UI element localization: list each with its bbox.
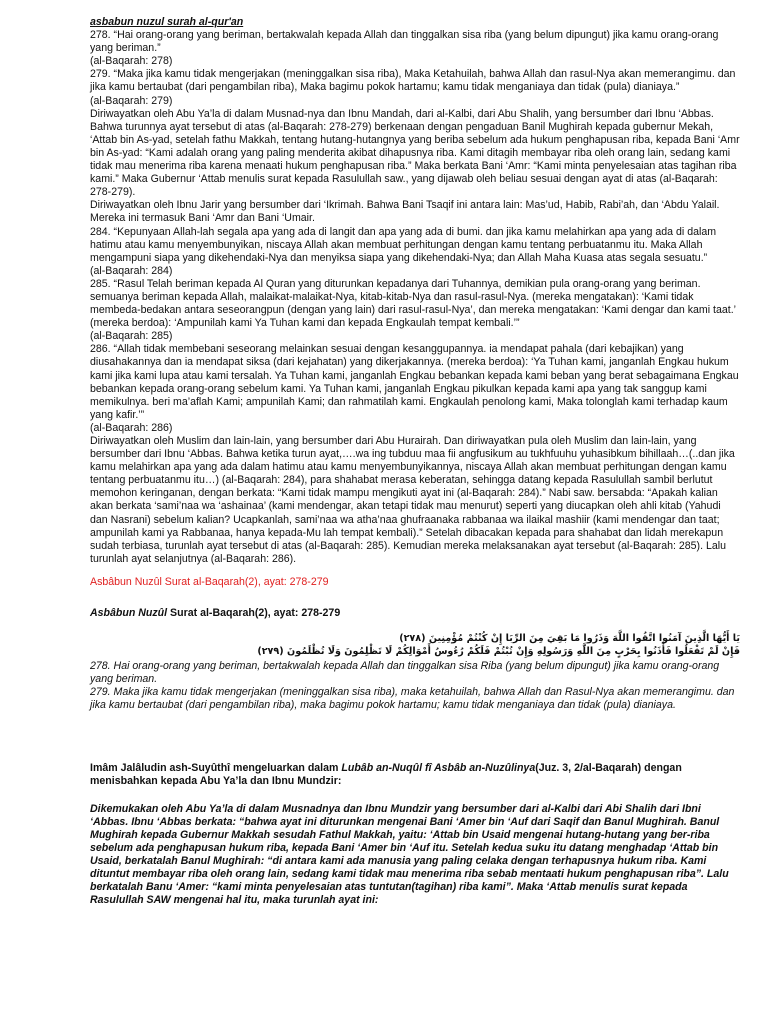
verse-ref: (al-Baqarah: 284) xyxy=(90,264,173,277)
imam-book-title: Lubâb an-Nuqûl fî Asbâb an-Nuzûlinya xyxy=(341,762,536,775)
section-heading-italic: Asbâbun Nuzûl xyxy=(90,606,168,619)
red-section-heading: Asbâbun Nuzûl Surat al-Baqarah(2), ayat: 278-279 xyxy=(90,575,329,588)
narration-paragraph: Diriwayatkan oleh Abu Ya’la di dalam Musnad-nya dan Ibnu Mandah, dari al-Kalbi, dari Abu Shalih, yang bersumber dari Ibnu ‘Abbas. Bahwa turunnya ayat tersebut di atas (al-Baqarah: 278-279) berkenaan dengan pengaduan Banil Mughirah kepada gubernur Mekah, ‘Attab bin As-yad, setelah fathu Makkah, tentang hutang-hutangnya yang beriba sebelum ada hukum penghapusan riba, kepada Bani ‘Amr bin As-yad: “Kami adalah orang yang paling menderita akibat dihapusnya riba. Kami ditagih membayar riba oleh orang lain, sedang kami tidak mau menerima riba karena menaati hukum penghapusan riba.” Maka berkata Bani ‘Amr: “Kami minta penyelesaian atas tagihan riba kami.” Maka Gubernur ‘Attab menulis surat kepada Rasulullah saw., yang dijawab oleh beliau sesuai dengan ayat di atas (al-Baqarah: 278-279). xyxy=(90,107,740,199)
verse-ref: (al-Baqarah: 278) xyxy=(90,55,173,68)
imam-text-pre: Imâm Jalâludin ash-Suyûthî mengeluarkan dalam xyxy=(90,762,342,775)
section-heading-rest: Surat al-Baqarah(2), ayat: 278-279 xyxy=(167,606,341,619)
verse-ref: (al-Baqarah: 279) xyxy=(90,94,173,107)
closing-paragraph: Dikemukakan oleh Abu Ya’la di dalam Musnadnya dan Ibnu Mundzir yang bersumber dari al-Kalbi dari Abi Shalih dari Ibni ‘Abbas. Ibnu ‘Abbas berkata: “bahwa ayat ini diturunkan mengenai Bani ‘Amer bin ‘Auf dari Saqif dan Banul Mughirah. Banul Mughirah kepada Gubernur Makkah sesudah Fathul Makkah, yaitu: ‘Attab bin Usaid mengenai hutang-hutang yang ber-riba sebelum ada penghapusan hukum riba, kepada Bani ‘Amer bin ‘Auf itu. Setelah kedua suku itu datang menghadap ‘Attab bin Usaid, berkatalah Banul Mughirah: “di antara kami ada manusia yang paling celaka dengan terhapusnya hukum riba. Kami dituntut membayar riba oleh orang lain, sedang kami tidak mau menerima riba sebab mentaati hukum penghapusan riba”. Lalu berkatalah Banu ‘Amer: “kami minta penyelesaian atas tuntutan(tagihan) riba kami”. Maka ‘Attab menulis surat kepada Rasulullah SAW mengenai hal itu, maka turunlah ayat ini: xyxy=(90,802,729,907)
verse-284: 284. “Kepunyaan Allah-lah segala apa yang ada di langit dan apa yang ada di bumi. dan jika kamu melahirkan apa yang ada di dalam hatimu atau kamu menyembunyikan, niscaya Allah akan membuat perhitungan dengan kamu tentang perbuatanmu itu. Maka Allah mengampuni siapa yang dikehendaki-Nya dan menyiksa siapa yang dikehendaki-Nya; dan Allah Maha Kuasa atas segala sesuatu.” xyxy=(90,225,717,264)
verse-285: 285. “Rasul Telah beriman kepada Al Quran yang diturunkan kepadanya dari Tuhannya, demikian pula orang-orang yang beriman. semuanya beriman kepada Allah, malaikat-malaikat-Nya, kitab-kitab-Nya dan rasul-rasul-Nya. (mereka mengatakan): ‘Kami tidak membeda-bedakan antara seseorangpun (dengan yang lain) dari rasul-rasul-Nya’, dan mereka mengatakan: ‘Kami dengar dan kami taat.’ (mereka berdoa): ‘Ampunilah kami Ya Tuhan kami dan kepada Engkaulah tempat kembali.’” xyxy=(90,277,736,330)
document-title: asbabun nuzul surah al-qur'an xyxy=(90,16,244,28)
imam-text-post: (Juz. 3, 2/al-Baqarah) dengan menisbahkan kepada Abu Ya’la dan Ibnu Mundzir: xyxy=(90,762,682,788)
verse-278: 278. “Hai orang-orang yang beriman, bertakwalah kepada Allah dan tinggalkan sisa riba (yang belum dipungut) jika kamu orang-orang yang beriman.” xyxy=(90,29,719,55)
narration-paragraph: Diriwayatkan oleh Ibnu Jarir yang bersumber dari ‘Ikrimah. Bahwa Bani Tsaqif ini antara lain: Mas’ud, Habib, Rabi’ah, dan ‘Abdu Yalail. Mereka ini termasuk Bani ‘Amr dan Bani ‘Umair. xyxy=(90,199,720,225)
translation-278: 278. Hai orang-orang yang beriman, bertakwalah kepada Allah dan tinggalkan sisa Riba (yang belum dipungut) jika kamu orang-orang yang beriman. xyxy=(90,659,720,686)
section-heading xyxy=(90,607,740,620)
verse-279: 279. “Maka jika kamu tidak mengerjakan (meninggalkan sisa riba), Maka Ketahuilah, bahwa Allah dan rasul-Nya akan memerangimu. dan jika kamu bertaubat (dari pengambilan riba), Maka bagimu pokok hartamu; kamu tidak menganiaya dan tidak (pula) dianiaya.” xyxy=(90,68,736,94)
verse-ref: (al-Baqarah: 286) xyxy=(90,421,173,434)
translation-279: 279. Maka jika kamu tidak mengerjakan (meninggalkan sisa riba), maka ketahuilah, bahwa Allah dan Rasul-Nya akan memerangimu. dan jika kamu bertaubat (dari pengambilan riba), maka bagimu pokok hartamu; kamu tidak menganiaya dan tidak (pula) dianiaya. xyxy=(90,686,735,712)
imam-paragraph xyxy=(90,762,740,788)
verse-286: 286. “Allah tidak membebani seseorang melainkan sesuai dengan kesanggupannya. ia mendapat pahala (dari kebajikan) yang diusahakannya dan ia mendapat siksa (dari kejahatan) yang dikerjakannya. (mereka berdoa): ‘Ya Tuhan kami, janganlah Engkau hukum kami jika kami lupa atau kami tersalah. Ya Tuhan kami, janganlah Engkau bebankan kepada kami beban yang berat sebagaimana Engkau bebankan kepada orang-orang sebelum kami. Ya Tuhan kami, janganlah Engkau pikulkan kepada kami apa yang tak sanggup kami memikulnya. beri ma’aflah Kami; ampunilah Kami; dan rahmatilah kami. Engkaulah penolong kami, Maka tolonglah kami terhadap kaum yang kafir.’” xyxy=(90,343,739,421)
verse-ref: (al-Baqarah: 285) xyxy=(90,330,173,343)
document-page xyxy=(90,16,740,907)
narration-paragraph: Diriwayatkan oleh Muslim dan lain-lain, yang bersumber dari Abu Hurairah. Dan diriwayatkan pula oleh Muslim dan lain-lain, yang bersumber dari Ibnu ‘Abbas. Bahwa ketika turun ayat,….wa ing tubduu maa fii angfusikum au tukhfuuhu yuhasibkum bihillaah…(..dan jika kamu melahirkan apa yang ada dalam hatimu atau kamu menyembunyikannya, niscaya Allah akan membuat perhitungan dengan kamu tentang perbuatanmu itu…) (al-Baqarah: 284), para shahabat merasa keberatan, sehingga datang kepada Rasulullah sambil berlutut memohon keringanan, dengan berkata: “Kami tidak mampu mengikuti ayat ini (al-Baqarah: 284).” Nabi saw. bersabda: “Apakah kalian akan berkata ‘sami’naa wa ‘ashainaa’ (kami mendengar, akan tetapi tidak mau menurut) seperti yang diucapkan oleh ahli kitab (Yahudi dan Nasrani) sebelum kalian? Ucapkanlah, sami’naa wa atha’naa ghufraanaka rabbanaa wa ilaikal mashiir (kami mendengar dan taat; ampunilah kami ya Rabbanaa, hanya kepada-Mu lah tempat kembali).” Setelah dibacakan kepada para shahabat dan lidah merekapun sudah terbiasa, turunlah ayat tersebut di atas (al-Baqarah: 285). Kemudian mereka melaksanakan ayat tersebut (al-Baqarah: 285). Lalu turunlah ayat selanjutnya (al-Baqarah: 286). xyxy=(90,435,735,565)
arabic-verse-279: فَإِنْ لَمْ تَفْعَلُوا فَأْذَنُوا بِحَرْبٍ مِنَ اللَّهِ وَرَسُولِهِ وَإِنْ تُبْتُمْ فَلَكُمْ رُءُوسُ أَمْوَالِكُمْ لَا تَظْلِمُونَ وَلَا تُظْلَمُونَ (٢٧٩) xyxy=(257,645,740,657)
arabic-verse-278: يَا أَيُّهَا الَّذِينَ آمَنُوا اتَّقُوا اللَّهَ وَذَرُوا مَا بَقِيَ مِنَ الرِّبَا إِنْ كُنْتُمْ مُؤْمِنِينَ (٢٧٨) xyxy=(399,632,740,644)
